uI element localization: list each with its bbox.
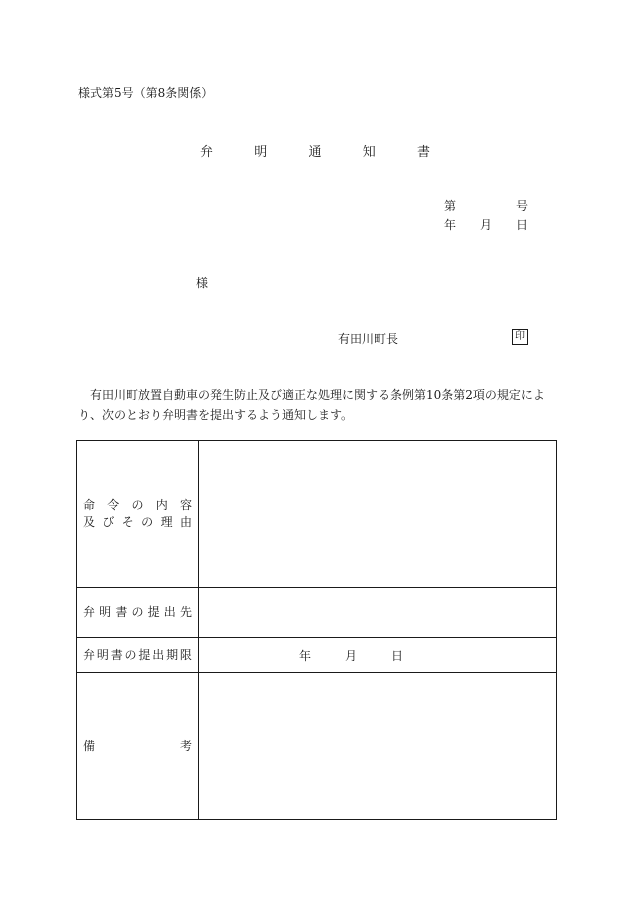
deadline-year: 年 (299, 648, 312, 663)
remarks-label: 備 考 (77, 673, 199, 820)
number-prefix: 第 (444, 199, 457, 213)
date-year: 年 (444, 218, 457, 232)
table-row (77, 588, 557, 638)
sender-name: 有田川町長 (338, 332, 399, 346)
deadline-month: 月 (344, 648, 357, 663)
order-content-field[interactable] (199, 441, 557, 588)
label-line: 命 令 の 内 容 (83, 498, 192, 512)
addressee-honorific: 様 (196, 276, 209, 290)
form-number: 様式第5号（第8条関係） (78, 86, 214, 100)
order-content-label (77, 441, 199, 588)
number-suffix: 号 (515, 199, 528, 213)
table-row (77, 638, 557, 673)
title-char: 弁 (200, 145, 214, 160)
deadline-label: 弁 明 書 の 提 出 期 限 (77, 638, 199, 673)
title-char: 通 (308, 145, 322, 160)
title-char: 書 (416, 145, 430, 160)
label-line: 及 び そ の 理 由 (83, 515, 192, 529)
deadline-field[interactable] (199, 638, 557, 673)
date-day: 日 (515, 218, 528, 232)
table-row (77, 673, 557, 820)
title-char: 明 (254, 145, 268, 160)
date-month: 月 (479, 218, 492, 232)
notice-body: 有田川町放置自動車の発生防止及び適正な処理に関する条例第10条第2項の規定により、次のとおり弁明書を提出するよう通知します。 (78, 388, 545, 422)
remarks-field[interactable] (199, 673, 557, 820)
title-char: 知 (362, 145, 376, 160)
seal-mark: 印 (512, 329, 528, 345)
document-date (444, 216, 528, 233)
submit-to-label: 弁 明 書 の 提 出 先 (77, 588, 199, 638)
document-title (200, 141, 430, 160)
table-row (77, 441, 557, 588)
submit-to-field[interactable] (199, 588, 557, 638)
notice-table (76, 440, 557, 820)
document-number (444, 197, 528, 214)
deadline-day: 日 (390, 648, 403, 663)
